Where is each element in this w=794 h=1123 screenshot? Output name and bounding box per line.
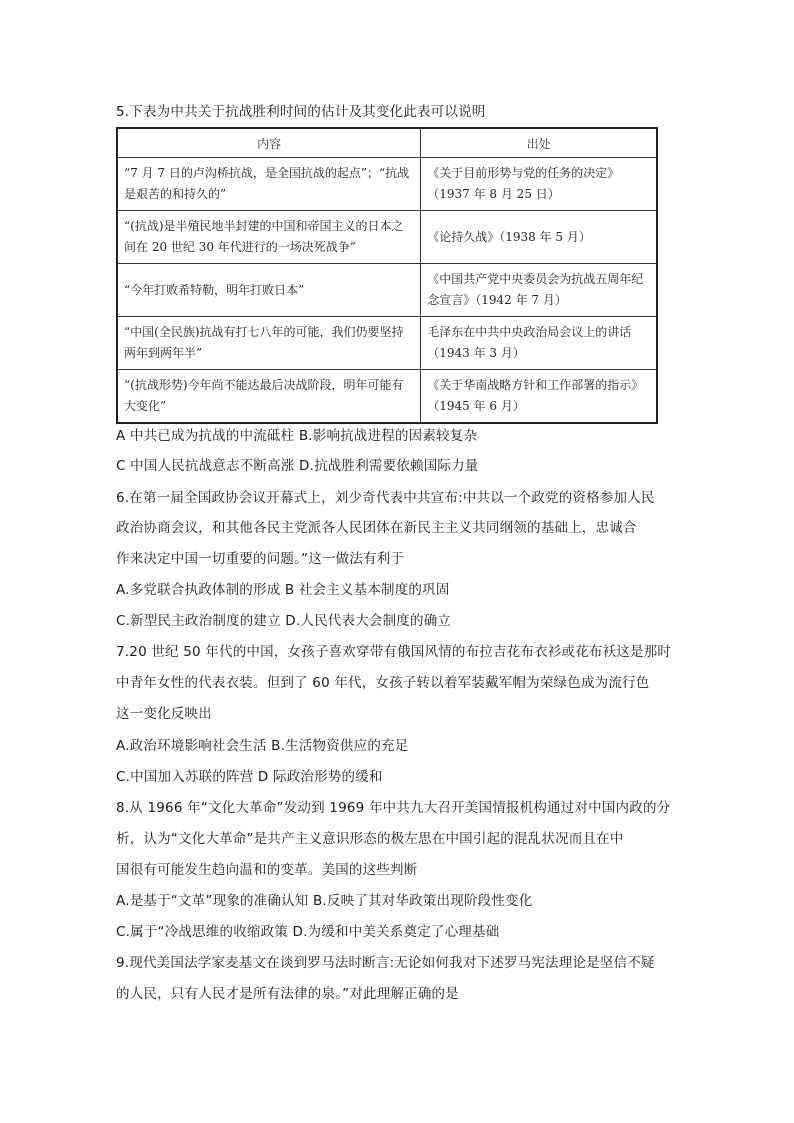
table-row	[117, 264, 657, 317]
q8-stem-line3: 国很有可能发生趋向温和的变革。美国的这些判断	[116, 862, 418, 878]
table-row	[117, 211, 657, 264]
table-row	[117, 370, 657, 424]
q6-stem-line1: 6.在第一届全国政协会议开幕式上，刘少奇代表中共宣布:中共以一个政党的资格参加人民	[116, 490, 655, 506]
q7-stem-line1: 7.20 世纪 50 年代的中国，女孩子喜欢穿带有俄国风情的布拉吉花布衣衫或花布袄这是那时	[116, 644, 672, 660]
q5-source-table	[116, 127, 658, 424]
q6-options-ab: A.多党联合执政体制的形成 B 社会主义基本制度的巩固	[116, 582, 450, 598]
q6-stem-line2: 政治协商会议，和其他各民主党派各人民团体在新民主主义共同纲领的基础上，忠诚合	[116, 520, 637, 536]
q5-stem: 5.下表为中共关于抗战胜利时间的估计及其变化此表可以说明	[116, 104, 486, 120]
q7-stem-line2: 中青年女性的代表衣装。但到了 60 年代，女孩子转以着军装戴军帽为荣绿色成为流行色	[116, 675, 650, 691]
row-content: “中国(全民族)抗战有打七八年的可能，我们仍要坚持两年到两年半”	[117, 317, 421, 370]
table-header-row	[117, 128, 657, 158]
row-source: 《关于目前形势与党的任务的决定》（1937 年 8 月 25 日）	[421, 158, 657, 211]
q7-options-cd: C.中国加入苏联的阵营 D 际政治形势的缓和	[116, 769, 383, 785]
row-content: “(抗战)是半殖民地半封建的中国和帝国主义的日本之间在 20 世纪 30 年代进行的一场决死战争”	[117, 211, 421, 264]
header-source: 出处	[421, 128, 657, 158]
q5-options-ab: A 中共已成为抗战的中流砥柱 B.影响抗战进程的因素较复杂	[116, 428, 478, 444]
row-source: 《论持久战》（1938 年 5 月）	[421, 211, 657, 264]
q7-options-ab: A.政治环境影响社会生活 B.生活物资供应的充足	[116, 738, 409, 754]
row-content: “(抗战形势)今年尚不能达最后决战阶段，明年可能有大变化”	[117, 370, 421, 424]
q6-options-cd: C.新型民主政治制度的建立 D.人民代表大会制度的确立	[116, 613, 452, 629]
q9-stem-line2: 的人民，只有人民才是所有法律的泉。”对此理解正确的是	[116, 986, 459, 1002]
q8-stem-line2: 析，认为“文化大革命”是共产主义意识形态的极左思在中国引起的混乱状况而且在中	[116, 831, 624, 847]
row-source: 《关于华南战略方针和工作部署的指示》（1945 年 6 月）	[421, 370, 657, 424]
row-source: 毛泽东在中共中央政治局会议上的讲话（1943 年 3 月）	[421, 317, 657, 370]
q8-options-cd: C.属于“冷战思维的收缩政策 D.为缓和中美关系奠定了心理基础	[116, 924, 500, 940]
q9-stem-line1: 9.现代美国法学家麦基文在谈到罗马法时断言:无论如何我对下述罗马宪法理论是坚信不疑	[116, 955, 655, 971]
q8-stem-line1: 8.从 1966 年“文化大革命”发动到 1969 年中共九大召开美国情报机构通过对中国内政的分	[116, 800, 671, 816]
q7-stem-line3: 这一变化反映出	[116, 706, 212, 722]
row-content: “今年打败希特勒，明年打败日本”	[117, 264, 421, 317]
q6-stem-line3: 作来决定中国一切重要的问题。”这一做法有利于	[116, 551, 405, 567]
q5-options-cd: C 中国人民抗战意志不断高涨 D.抗战胜利需要依赖国际力量	[116, 458, 479, 474]
row-content: “7 月 7 日的卢沟桥抗战，是全国抗战的起点”；“抗战是艰苦的和持久的”	[117, 158, 421, 211]
table-row	[117, 317, 657, 370]
table-row	[117, 158, 657, 211]
q8-options-ab: A.是基于“文革”现象的准确认知 B.反映了其对华政策出现阶段性变化	[116, 893, 533, 909]
header-content: 内容	[117, 128, 421, 158]
row-source: 《中国共产党中央委员会为抗战五周年纪念宣言》（1942 年 7 月）	[421, 264, 657, 317]
